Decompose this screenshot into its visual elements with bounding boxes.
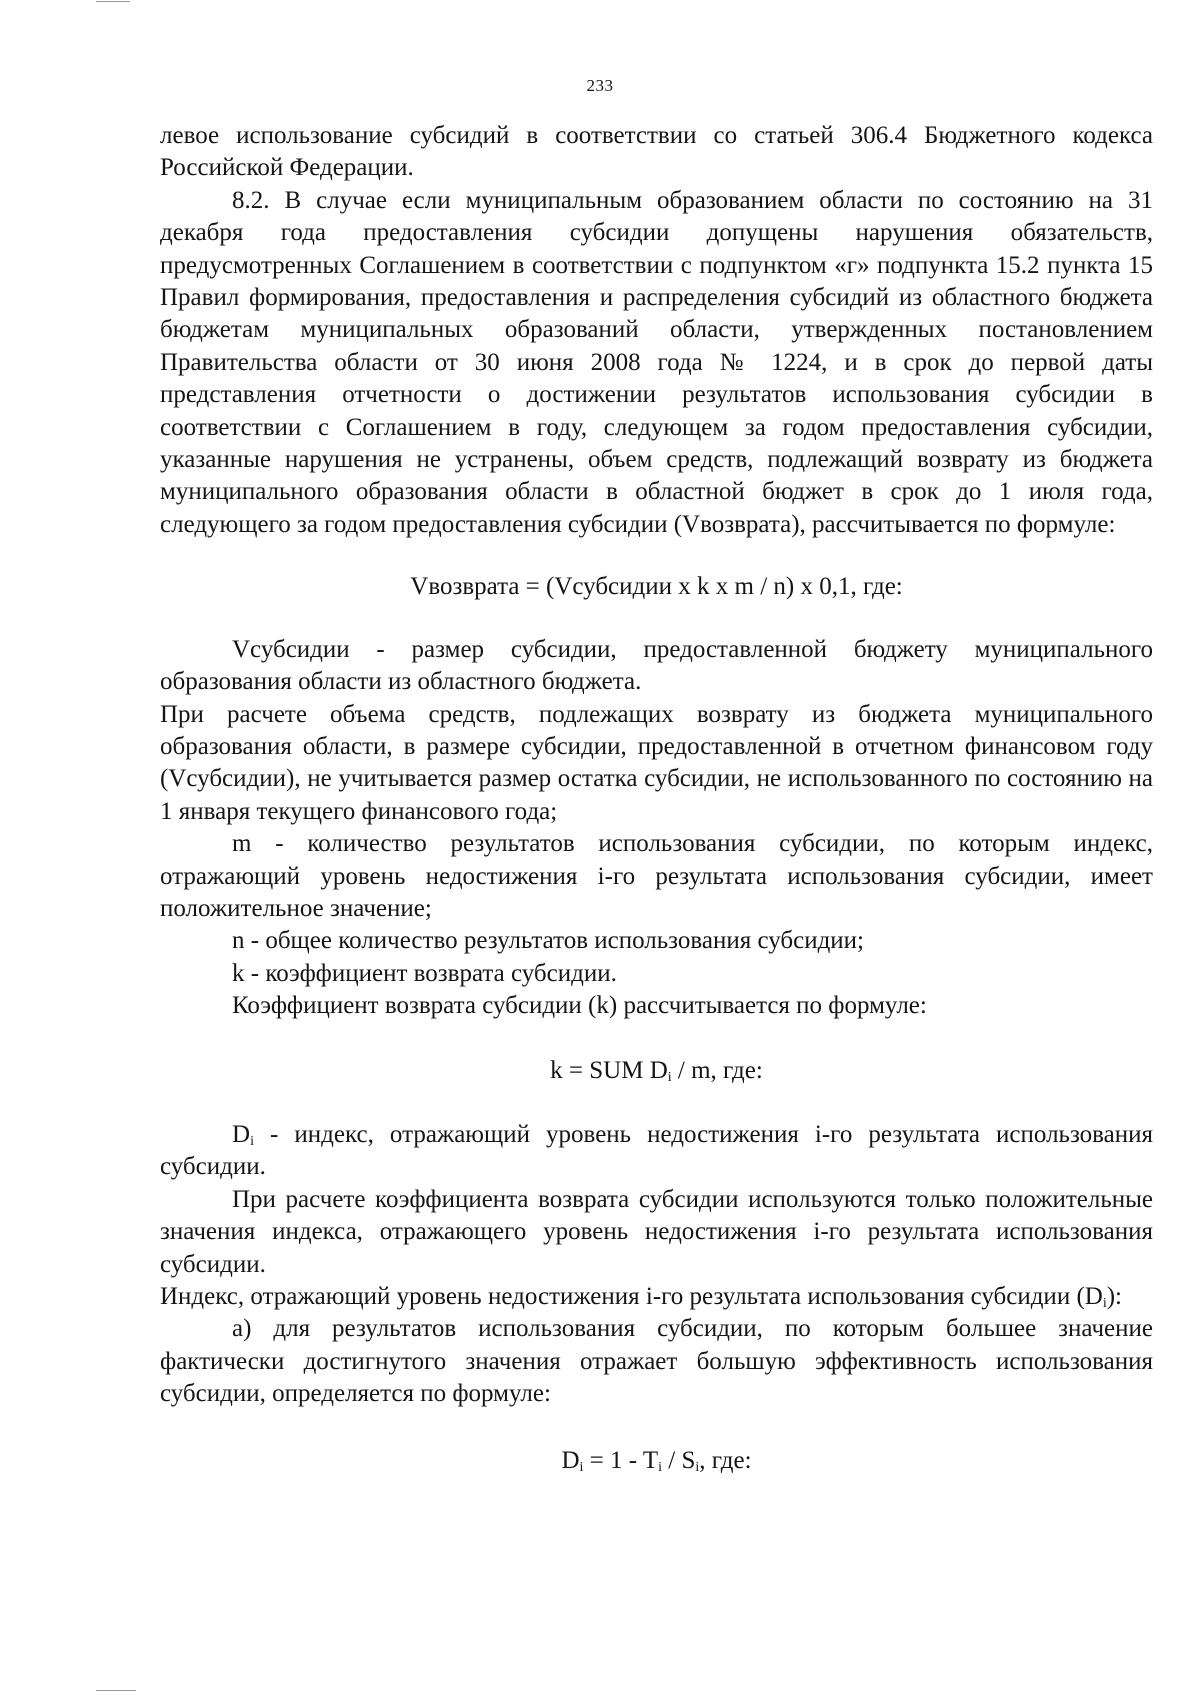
- scan-artifact-top: [96, 1, 130, 2]
- formula-di-part4: , где:: [699, 1446, 752, 1474]
- formula-di-part1: D: [561, 1446, 580, 1474]
- paragraph-case-a: а) для результатов использования субсидии, по которым большее значение фактически достигнутого значения отражает большую эффективность использования субсидии, определяется по формуле:: [160, 1315, 1153, 1408]
- formula-k-part1: k = SUM D: [550, 1056, 668, 1084]
- paragraph-k-formula-intro: Коэффициент возврата субсидии (k) рассчитывается по формуле:: [232, 992, 927, 1020]
- paragraph-index-intro: [160, 1281, 1153, 1313]
- formula-di-subscript2: i: [658, 1459, 663, 1475]
- definition-m: m - количество результатов использования субсидии, по которым индекс, отражающий уровень недостижения i-го результата использования субсидии, имеет положительное значение;: [160, 830, 1153, 922]
- formula-di: [160, 1445, 1153, 1477]
- paragraph-continuation: левое использование субсидий в соответствии со статьей 306.4 Бюджетного кодекса Российской Федерации.: [160, 122, 1153, 182]
- formula-di-subscript3: i: [695, 1459, 700, 1475]
- definition-v-subsidy: Vсубсидии - размер субсидии, предоставленной бюджету муниципального образования области из областного бюджета.: [160, 635, 1153, 696]
- formula-k: [160, 1055, 1153, 1087]
- paragraph-calculation-note: При расчете объема средств, подлежащих возврату из бюджета муниципального образования области, в размере субсидии, предоставленной в отчетном финансовом году (Vсубсидии), не учитывается размер остатка субсидии, не использованного по состоянию на 1 января текущего финансового года;: [160, 700, 1153, 825]
- definition-di-text: - индекс, отражающий уровень недостижения i-го результата использования субсидии.: [160, 1120, 1153, 1181]
- definition-di: [160, 1119, 1153, 1184]
- paragraph-8-2: 8.2. В случае если муниципальным образованием области по состоянию на 31 декабря года предоставления субсидии допущены нарушения обязательств, предусмотренных Соглашением в соответствии с подпунктом «г» подпункта 15.2 пункта 15 Правил формирования, предоставления и распределения субсидий из областного бюджета бюджетам муниципальных образований области, утвержденных постановлением Правительства области от 30 июня 2008 года № 1224, и в срок до первой даты представления отчетности о достижении результатов использования субсидии в соответствии с Соглашением в году, следующем за годом предоставления субсидии, указанные нарушения не устранены, объем средств, подлежащий возврату из бюджета муниципального образования области в областной бюджет в срок до 1 июля года, следующего за годом предоставления субсидии (Vвозврата), рассчитывается по формуле:: [160, 186, 1153, 538]
- formula-v-return: Vвозврата = (Vсубсидии x k x m / n) x 0,1, где:: [410, 573, 903, 601]
- formula-di-part3: / S: [662, 1446, 696, 1474]
- definition-di-subscript: i: [250, 1133, 254, 1149]
- paragraph-index-intro-subscript: i: [1102, 1296, 1107, 1311]
- definition-k: k - коэффициент возврата субсидии.: [232, 959, 617, 987]
- paragraph-positive-values: При расчете коэффициента возврата субсидии используются только положительные значения индекса, отражающего уровень недостижения i-го результата использования субсидии.: [160, 1185, 1153, 1278]
- formula-k-subscript: i: [667, 1069, 672, 1085]
- formula-k-part2: / m, где:: [671, 1056, 763, 1084]
- paragraph-index-intro-end: ):: [1106, 1283, 1122, 1310]
- definition-di-symbol: D: [232, 1120, 251, 1148]
- definition-n: n - общее количество результатов использования субсидии;: [232, 927, 865, 955]
- paragraph-index-intro-text: Индекс, отражающий уровень недостижения i-го результата использования субсидии (D: [160, 1283, 1103, 1310]
- page-number: 233: [586, 76, 614, 95]
- scan-artifact-bottom: [96, 1690, 136, 1691]
- formula-di-part2: = 1 - T: [583, 1446, 659, 1474]
- formula-di-subscript1: i: [579, 1459, 584, 1475]
- document-body: [160, 120, 1153, 1477]
